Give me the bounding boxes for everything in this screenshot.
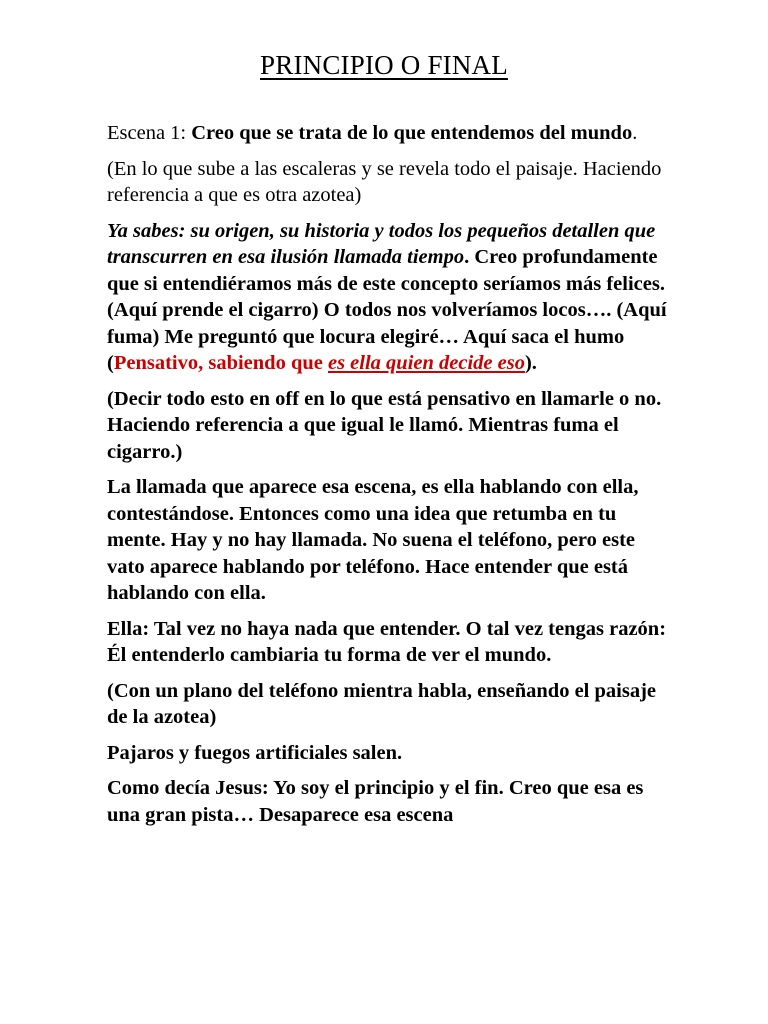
scene-1-suffix: .	[632, 122, 638, 144]
paragraph-scene-1	[107, 120, 667, 147]
scene-label: Escena 1:	[107, 122, 192, 144]
monologue-bold-text: . Creo profundamente que si entendiéramos más de este concepto seríamos más felices. (Aquí prende el cigarro) O todos nos volveríamos locos…. (Aquí fuma) Me preguntó que locura elegiré… Aquí saca el humo (	[107, 246, 667, 374]
paragraph-stage-direction-1: (En lo que sube a las escaleras y se revela todo el paisaje. Haciendo referencia a que es otra azotea)	[107, 157, 662, 206]
paragraph-closing: Como decía Jesus: Yo soy el principio y el fin. Creo que esa es una gran pista… Desaparece esa escena	[107, 777, 644, 826]
scene-1-bold-text: Creo que se trata de lo que entendemos del mundo	[191, 122, 633, 144]
paragraph-phone-shot: (Con un plano del teléfono mientra habla, enseñando el paisaje de la azotea)	[107, 679, 656, 728]
paragraph-off-direction: (Decir todo esto en off en lo que está pensativo en llamarle o no. Haciendo referencia a que igual le llamó. Mientras fuma el cigarro.)	[107, 387, 662, 463]
document-body	[107, 120, 667, 837]
paragraph-birds-fireworks: Pajaros y fuegos artificiales salen.	[107, 741, 403, 764]
paragraph-monologue	[107, 218, 667, 377]
monologue-italic-text: Ya sabes: su origen, su historia y todos los pequeños detallen que transcurren en esa ilusión llamada tiempo	[107, 219, 656, 268]
monologue-end-text: ).	[524, 352, 537, 374]
monologue-red-underlined-text: es ella quien decide eso	[327, 352, 525, 374]
monologue-red-text: Pensativo, sabiendo que	[113, 352, 328, 374]
document-title: PRINCIPIO O FINAL	[260, 50, 508, 80]
paragraph-phone-call: La llamada que aparece esa escena, es ella hablando con ella, contestándose. Entonces como una idea que retumba en tu mente. Hay y no hay llamada. No suena el teléfono, pero este vato aparece hablando por teléfono. Hace entender que está hablando con ella.	[107, 476, 639, 604]
paragraph-ella-dialogue: Ella: Tal vez no haya nada que entender. O tal vez tengas razón: Él entenderlo cambiaria tu forma de ver el mundo.	[107, 617, 667, 666]
